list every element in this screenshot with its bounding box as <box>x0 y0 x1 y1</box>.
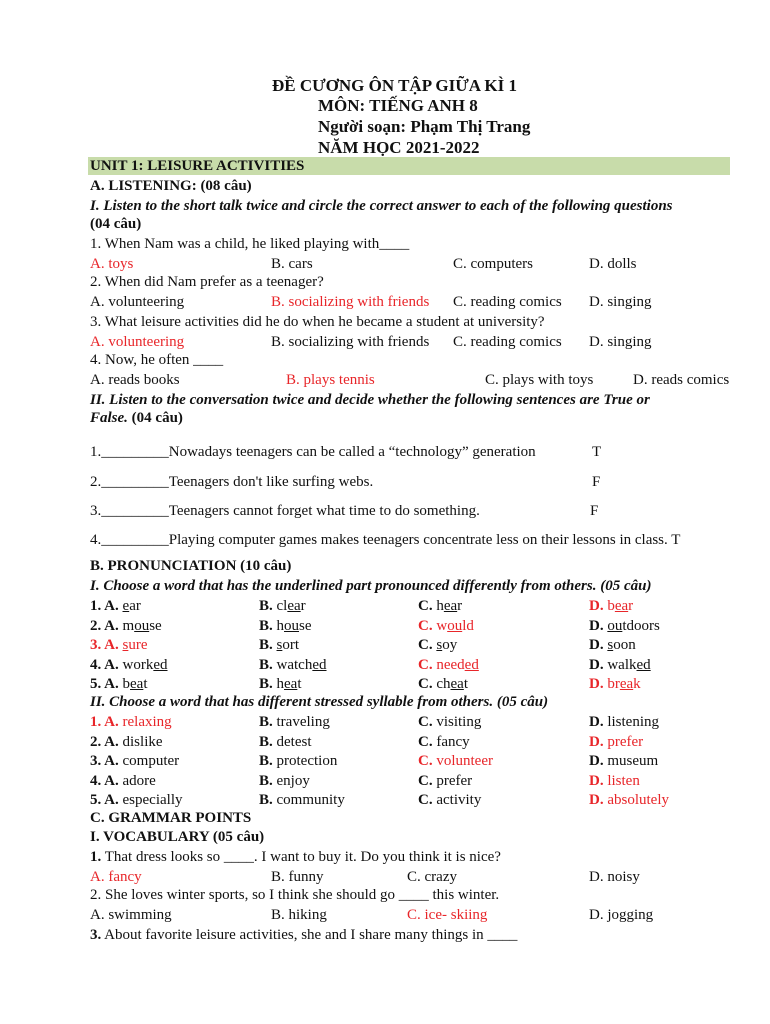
word-part: h <box>432 598 444 614</box>
option-d <box>589 656 651 674</box>
pronunciation-part1-instruction: I. Choose a word that has the underlined part pronounced differently from others. (05 câu) <box>90 578 652 594</box>
option-label: B. <box>259 792 277 808</box>
option-label: C. <box>418 598 433 614</box>
option-word: dislike <box>122 733 163 750</box>
option-c: C. reading comics <box>453 334 562 350</box>
word-part: tdoors <box>622 617 660 634</box>
option-a: A. volunteering <box>90 334 185 350</box>
word-part: ort <box>282 637 300 653</box>
option-b: B. plays tennis <box>286 372 375 388</box>
option-a <box>90 772 156 790</box>
option-b: B. socializing with friends <box>271 294 430 310</box>
option-label: C. <box>418 676 433 692</box>
word-part: oy <box>442 637 458 653</box>
option-d <box>589 617 660 635</box>
option-label: D. <box>589 617 604 634</box>
listening-heading: A. LISTENING: (08 câu) <box>90 178 252 194</box>
option-label: C. <box>418 617 433 634</box>
option-b <box>259 656 327 674</box>
option-a <box>90 656 168 674</box>
option-label: 5. A. <box>90 792 123 808</box>
question-text <box>90 848 501 866</box>
grammar-heading: C. GRAMMAR POINTS <box>90 810 252 826</box>
option-c: C. reading comics <box>453 294 562 310</box>
word-part: b <box>118 676 131 692</box>
question-text: 2. She loves winter sports, so I think she should go ____ this winter. <box>90 887 500 903</box>
option-c <box>418 791 481 809</box>
word-part: r <box>628 598 634 614</box>
option-word: activity <box>436 792 482 808</box>
option-label: 2. A. <box>90 617 119 634</box>
option-c <box>418 752 493 770</box>
option-b <box>259 791 345 809</box>
option-label: D. <box>589 714 608 730</box>
word-part: t <box>463 676 469 692</box>
false-label: False. <box>90 410 128 426</box>
question-number: 1. <box>90 849 102 865</box>
option-label: D. <box>589 753 608 769</box>
word-part: r <box>300 598 306 614</box>
option-a: A. reads books <box>90 372 180 388</box>
tf-statement: 2._________Teenagers don't like surfing webs. <box>90 474 374 490</box>
question-text <box>90 926 517 944</box>
option-c <box>418 597 462 615</box>
option-word: computer <box>122 753 180 769</box>
option-label: C. <box>418 733 437 750</box>
option-word: traveling <box>276 714 330 730</box>
pronunciation-heading: B. PRONUNCIATION (10 câu) <box>90 558 292 574</box>
underlined-sound: s <box>607 637 614 653</box>
count-label: (04 câu) <box>127 410 183 426</box>
option-word: prefer <box>607 733 644 750</box>
option-label: D. <box>589 637 604 653</box>
option-label: B. <box>259 637 273 653</box>
underlined-sound: s <box>276 637 283 653</box>
author-line: Người soạn: Phạm Thị Trang <box>318 117 531 136</box>
option-c <box>418 675 468 693</box>
word-part: ld <box>462 617 474 634</box>
underlined-sound: ou <box>134 617 150 634</box>
option-word: listening <box>607 714 660 730</box>
word-part: cl <box>272 598 288 614</box>
question-body: About favorite leisure activities, she and I share many things in ____ <box>101 927 518 943</box>
listening-part2-instruction: II. Listen to the conversation twice and decide whether the following sentences are True or <box>90 392 650 408</box>
underlined-sound: ea <box>443 598 458 614</box>
word-part: watch <box>272 656 313 673</box>
option-b <box>259 617 312 635</box>
option-d: D. noisy <box>589 869 640 885</box>
option-c: C. crazy <box>407 869 457 885</box>
option-word: listen <box>607 772 640 789</box>
option-a <box>90 713 172 731</box>
option-d <box>589 733 643 751</box>
question-number: 3. <box>90 927 102 943</box>
option-label: B. <box>259 733 277 750</box>
option-word: visiting <box>436 714 482 730</box>
tf-statement: 1._________Nowadays teenagers can be called a “technology” generation <box>90 444 536 460</box>
option-label: C. <box>418 772 437 789</box>
option-c: C. plays with toys <box>485 372 594 388</box>
option-label: C. <box>418 753 437 769</box>
underlined-sound: ea <box>450 676 464 692</box>
option-label: C. <box>418 792 437 808</box>
word-part: b <box>603 598 615 614</box>
option-word: community <box>276 792 345 808</box>
option-b: B. hiking <box>271 907 327 923</box>
subject-title: MÔN: TIẾNG ANH 8 <box>318 96 478 115</box>
option-b <box>259 752 337 770</box>
word-part: w <box>432 617 448 634</box>
underlined-sound: ea <box>284 676 298 692</box>
word-part: ure <box>128 637 148 653</box>
option-a <box>90 733 163 751</box>
option-label: 2. A. <box>90 733 123 750</box>
vocabulary-heading: I. VOCABULARY (05 câu) <box>90 829 265 845</box>
underlined-sound: e <box>122 598 130 614</box>
option-d <box>589 597 633 615</box>
option-b <box>259 772 310 790</box>
option-label: D. <box>589 733 608 750</box>
option-label: B. <box>259 598 273 614</box>
option-c <box>418 656 479 674</box>
word-part: oon <box>613 637 636 653</box>
option-label: 1. A. <box>90 714 123 730</box>
option-word: prefer <box>436 772 473 789</box>
option-word: absolutely <box>607 792 669 808</box>
option-b: B. socializing with friends <box>271 334 430 350</box>
option-d <box>589 675 641 693</box>
unit-title: UNIT 1: LEISURE ACTIVITIES <box>90 158 305 174</box>
question-text: 2. When did Nam prefer as a teenager? <box>90 274 324 290</box>
option-a <box>90 675 148 693</box>
option-label: D. <box>589 656 604 673</box>
option-label: 1. A. <box>90 598 119 614</box>
option-label: B. <box>259 753 277 769</box>
option-word: fancy <box>436 733 470 750</box>
option-b <box>259 636 299 654</box>
word-part: h <box>272 676 285 692</box>
option-c <box>418 772 472 790</box>
doc-title: ĐỀ CƯƠNG ÔN TẬP GIỮA KÌ 1 <box>272 76 517 95</box>
option-b: B. funny <box>271 869 324 885</box>
option-label: 3. A. <box>90 637 119 653</box>
word-part: se <box>149 617 162 634</box>
option-label: B. <box>259 714 277 730</box>
option-a: A. volunteering <box>90 294 185 310</box>
word-part: work <box>118 656 154 673</box>
option-word: relaxing <box>122 714 172 730</box>
option-label: C. <box>418 637 433 653</box>
word-part: t <box>297 676 302 692</box>
option-label: 5. A. <box>90 676 119 692</box>
underlined-sound: ea <box>614 598 629 614</box>
underlined-sound: ed <box>464 656 479 673</box>
option-d <box>589 752 658 770</box>
option-d: D. reads comics <box>633 372 730 388</box>
option-d <box>589 636 636 654</box>
option-d <box>589 713 659 731</box>
option-d: D. dolls <box>589 256 637 272</box>
option-b <box>259 597 306 615</box>
underlined-sound: ou <box>607 617 623 634</box>
option-c <box>418 617 474 635</box>
tf-answer: F <box>592 474 601 490</box>
option-word: volunteer <box>436 753 493 769</box>
word-part: br <box>603 676 620 692</box>
option-a <box>90 597 141 615</box>
word-part: m <box>118 617 135 634</box>
tf-answer: T <box>592 444 602 460</box>
word-part: t <box>143 676 148 692</box>
underlined-sound: ea <box>130 676 144 692</box>
option-b: B. cars <box>271 256 313 272</box>
word-part: need <box>432 656 465 673</box>
underlined-sound: ed <box>153 656 168 673</box>
option-a: A. swimming <box>90 907 172 923</box>
option-c <box>418 713 481 731</box>
option-word: especially <box>122 792 183 808</box>
option-a <box>90 636 148 654</box>
option-a <box>90 791 183 809</box>
tf-statement: 4._________Playing computer games makes teenagers concentrate less on their lessons in class. T <box>90 532 681 548</box>
option-label: B. <box>259 617 273 634</box>
option-label: 4. A. <box>90 772 123 789</box>
tf-statement: 3._________Teenagers cannot forget what time to do something. <box>90 503 480 519</box>
option-label: D. <box>589 676 604 692</box>
question-text: 1. When Nam was a child, he liked playing with____ <box>90 236 410 252</box>
option-d <box>589 772 640 790</box>
option-a: A. toys <box>90 256 134 272</box>
word-part: walk <box>603 656 637 673</box>
underlined-sound: s <box>436 637 443 653</box>
school-year: NĂM HỌC 2021-2022 <box>318 138 480 157</box>
option-b <box>259 675 302 693</box>
option-a <box>90 617 162 635</box>
underlined-sound: s <box>122 637 129 653</box>
option-label: B. <box>259 676 273 692</box>
option-d: D. jogging <box>589 907 654 923</box>
question-body: That dress looks so ____. I want to buy it. Do you think it is nice? <box>101 849 501 865</box>
option-label: C. <box>418 714 437 730</box>
underlined-sound: ed <box>312 656 327 673</box>
option-d <box>589 791 669 809</box>
option-word: detest <box>276 733 312 750</box>
word-part: r <box>457 598 463 614</box>
option-b <box>259 713 330 731</box>
listening-part2-count <box>90 409 183 427</box>
word-part: h <box>272 617 285 634</box>
question-text: 3. What leisure activities did he do when he became a student at university? <box>90 314 545 330</box>
underlined-sound: ou <box>284 617 300 634</box>
option-b <box>259 733 312 751</box>
option-label: D. <box>589 792 608 808</box>
option-word: enjoy <box>276 772 310 789</box>
option-word: museum <box>607 753 659 769</box>
underlined-sound: ou <box>447 617 463 634</box>
option-c: C. computers <box>453 256 533 272</box>
question-text: 4. Now, he often ____ <box>90 352 224 368</box>
option-label: 4. A. <box>90 656 119 673</box>
tf-answer: F <box>590 503 599 519</box>
underlined-sound: ed <box>636 656 651 673</box>
option-label: D. <box>589 598 604 614</box>
listening-part1-instruction: I. Listen to the short talk twice and circle the correct answer to each of the following questions <box>90 198 673 214</box>
word-part: ch <box>432 676 451 692</box>
option-c: C. ice- skiing <box>407 907 488 923</box>
option-d: D. singing <box>589 294 652 310</box>
listening-part1-count: (04 câu) <box>90 216 142 232</box>
word-part: se <box>299 617 312 634</box>
option-c <box>418 636 457 654</box>
option-label: D. <box>589 772 608 789</box>
option-a <box>90 752 179 770</box>
word-part: ar <box>129 598 141 614</box>
option-label: 3. A. <box>90 753 123 769</box>
option-label: B. <box>259 656 273 673</box>
underlined-sound: ea <box>287 598 301 614</box>
option-label: B. <box>259 772 277 789</box>
option-label: C. <box>418 656 433 673</box>
pronunciation-part2-instruction: II. Choose a word that has different stressed syllable from others. (05 câu) <box>90 694 549 710</box>
underlined-sound: ea <box>619 676 634 692</box>
option-word: adore <box>122 772 156 789</box>
option-word: protection <box>276 753 338 769</box>
option-d: D. singing <box>589 334 652 350</box>
option-a: A. fancy <box>90 869 142 885</box>
word-part: k <box>633 676 641 692</box>
option-c <box>418 733 470 751</box>
